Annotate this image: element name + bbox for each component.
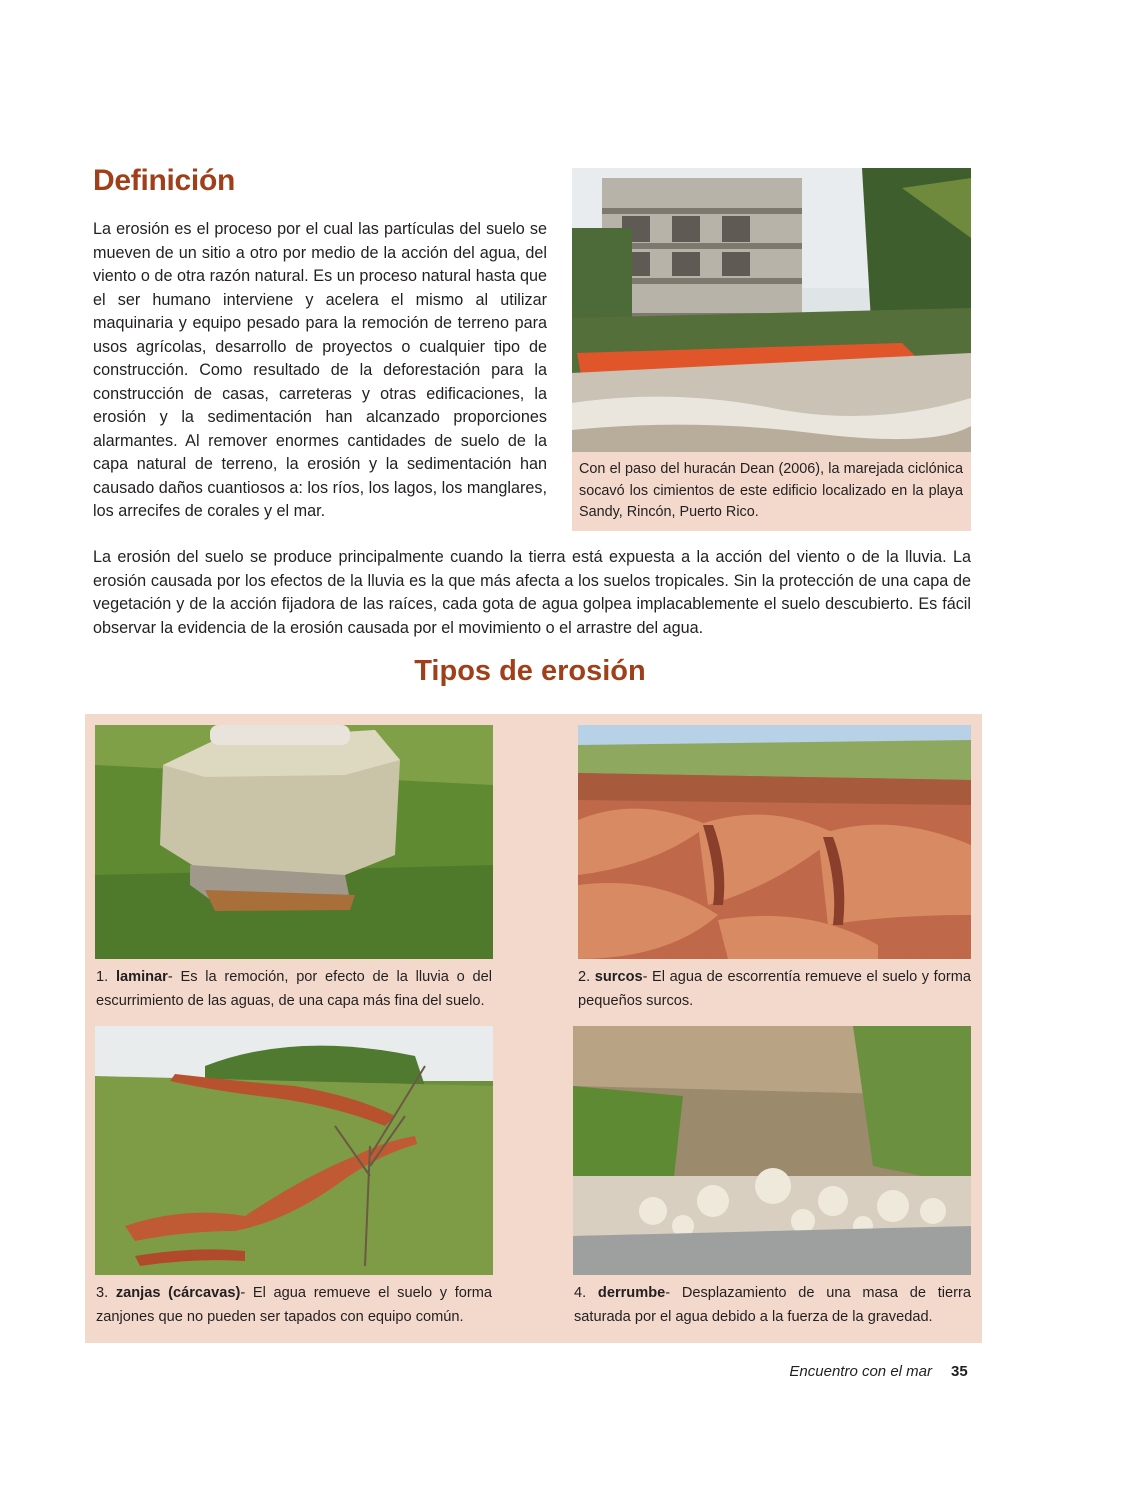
- type-description: - Desplazamiento de una masa de tierra saturada por el agua debido a la fuerza de la gravedad.: [574, 1285, 971, 1325]
- type-number: 1.: [96, 969, 109, 985]
- zanjas-erosion-photo: [95, 1026, 493, 1275]
- derrumbe-erosion-photo: [573, 1026, 971, 1275]
- type-laminar-caption: [96, 966, 492, 1013]
- type-description: - Es la remoción, por efecto de la lluvia o del escurrimiento de las aguas, de una capa más fina del suelo.: [96, 969, 492, 1009]
- type-number: 4.: [574, 1285, 587, 1301]
- erosion-intro-body: La erosión del suelo se produce principalmente cuando la tierra está expuesta a la acción del viento o de la lluvia. La erosión causada por los efectos de la lluvia es la que más afecta a los suelos tropicales. Sin la protección de una capa de vegetación y de la acción fijadora de las raíces, cada gota de agua golpea implacablemente el suelo descubierto. Es fácil observar la evidencia de la erosión causada por el movimiento o el arrastre del agua.: [93, 548, 971, 637]
- type-term: zanjas (cárcavas): [115, 1285, 241, 1301]
- type-term: derrumbe: [597, 1285, 666, 1301]
- type-term: laminar: [115, 969, 168, 985]
- surcos-erosion-photo: [578, 725, 971, 959]
- hurricane-building-photo: [572, 168, 971, 452]
- hurricane-photo-caption: Con el paso del huracán Dean (2006), la marejada ciclónica socavó los cimientos de este edificio localizado en la playa Sandy, Rincón, Puerto Rico.: [572, 452, 971, 531]
- type-term: surcos: [594, 969, 643, 985]
- type-description: - El agua de escorrentía remueve el suelo y forma pequeños surcos.: [578, 969, 971, 1009]
- type-number: 2.: [578, 969, 591, 985]
- definition-title: Definición: [93, 164, 236, 197]
- type-derrumbe-caption: [574, 1282, 971, 1329]
- type-number: 3.: [96, 1285, 109, 1301]
- type-zanjas-caption: [96, 1282, 492, 1329]
- types-title: Tipos de erosión: [414, 655, 646, 687]
- type-surcos-caption: [578, 966, 971, 1013]
- definition-body: La erosión es el proceso por el cual las partículas del suelo se mueven de un sitio a otro por medio de la acción del agua, del viento o de otra razón natural. Es un proceso natural hasta que el ser humano interviene y acelera el mismo al utilizar maquinaria y equipo pesado para la remoción de terreno para usos agrícolas, desarrollo de proyectos o cualquier tipo de construcción. Como resultado de la deforestación para la construcción de casas, carreteras y otras edificaciones, la erosión y la sedimentación han alcanzado proporciones alarmantes. Al remover enormes cantidades de suelo de la capa natural de terreno, la erosión y la sedimentación han causado daños cuantiosos a: los ríos, los lagos, los manglares, los arrecifes de corales y el mar.: [93, 220, 547, 520]
- laminar-erosion-photo: [95, 725, 493, 959]
- type-description: - El agua remueve el suelo y forma zanjones que no pueden ser tapados con equipo común.: [96, 1285, 493, 1325]
- page-number: 35: [951, 1363, 968, 1380]
- footer-publication-title: Encuentro con el mar: [789, 1363, 932, 1380]
